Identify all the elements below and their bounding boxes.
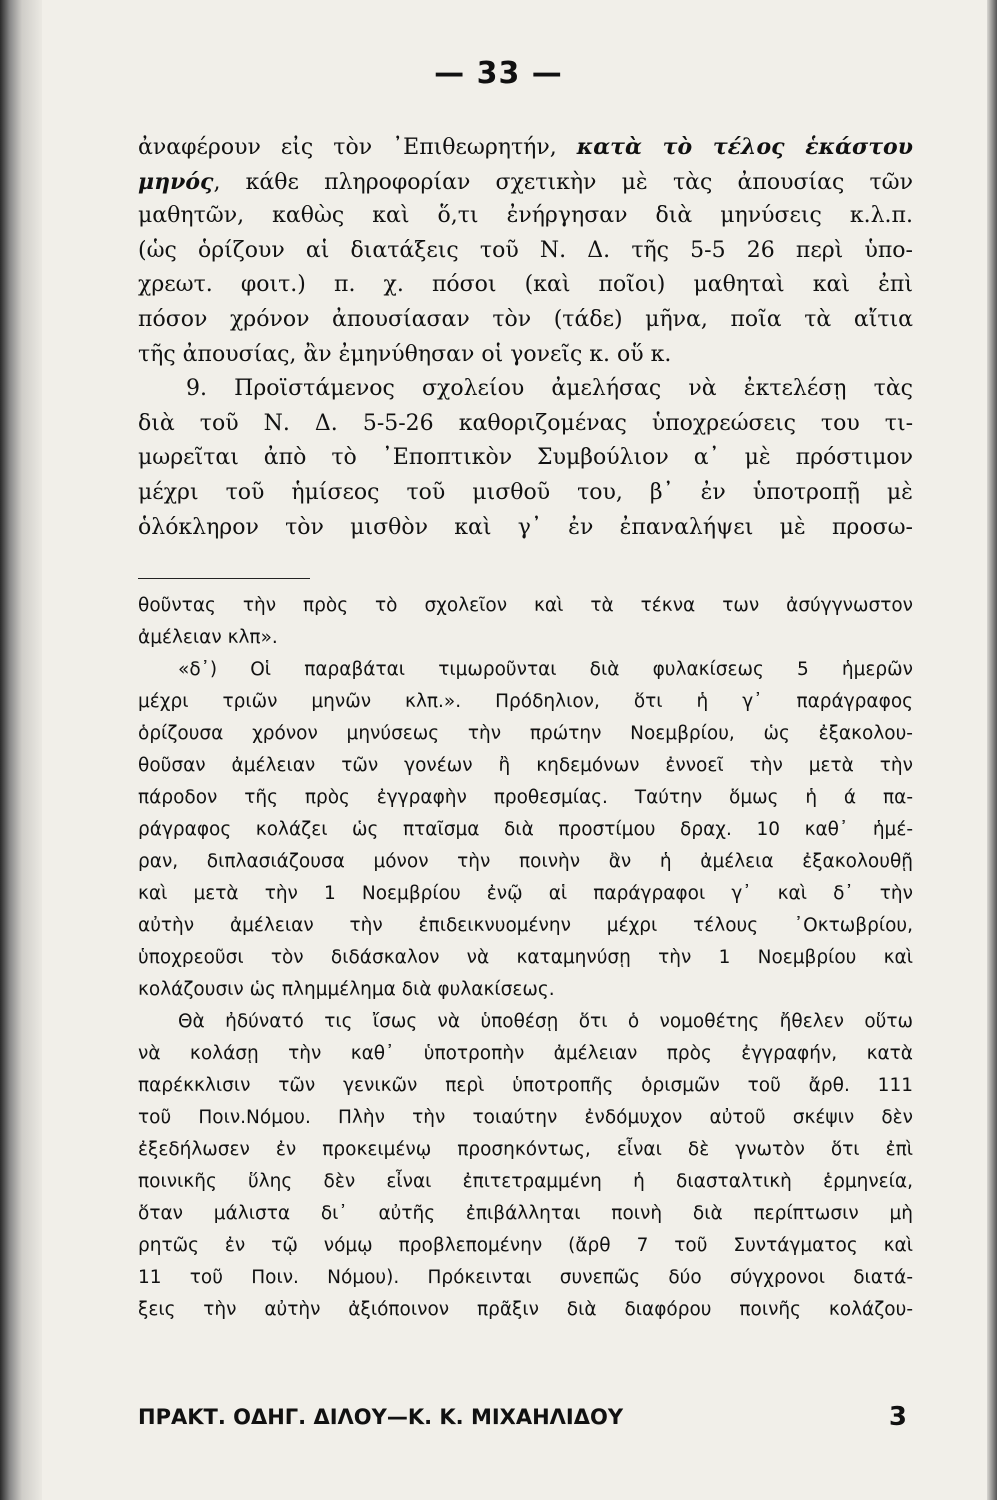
footnote-line (138, 942, 913, 974)
footnote-line (138, 910, 913, 942)
main-line (138, 303, 913, 338)
footnote-line (138, 1134, 913, 1166)
main-line (138, 338, 913, 373)
main-text-block (138, 130, 913, 545)
main-line-pre: (ὡς ὁρίζουν αἱ διατάξεις τοῦ Ν. Δ. τῆς 5-5 26 περὶ ὑπο- (138, 237, 913, 263)
footnote-line (138, 1198, 913, 1230)
footnote-line-pre: θοῦντας τὴν πρὸς τὸ σχολεῖον καὶ τὰ τέκνα των ἀσύγγνωστον (138, 595, 913, 616)
footnote-line-pre: νὰ κολάσῃ τὴν καθ᾿ ὑποτροπὴν ἀμέλειαν πρὸς ἐγγραφήν, κατὰ (138, 1043, 913, 1064)
footnote-line-pre: ραν, διπλασιάζουσα μόνον τὴν ποινὴν ἂν ἡ ἀμέλεια ἐξακολουθῇ (138, 851, 913, 872)
footnote-line (138, 1262, 913, 1294)
main-line (138, 234, 913, 269)
main-line (138, 165, 913, 200)
footnote-line (138, 1070, 913, 1102)
footnote-line-pre: ποινικῆς ὕλης δὲν εἶναι ἐπιτετραμμένη ἡ διασταλτικὴ ἑρμηνεία, (138, 1171, 913, 1192)
main-line-pre: ἀναφέρουν εἰς τὸν ᾿Επιθεωρητήν, (138, 135, 577, 160)
page-binding-shadow (0, 0, 42, 1500)
main-line-pre: 9. Προϊστάμενος σχολείου ἀμελήσας νὰ ἐκτελέσῃ τὰς (186, 376, 913, 402)
footnote-line-pre: καὶ μετὰ τὴν 1 Νοεμβρίου ἐνῷ αἱ παράγραφοι γ᾿ καὶ δ᾿ τὴν (138, 883, 913, 904)
main-line-pre: τῆς ἀπουσίας, ἂν ἐμηνύθησαν οἱ γονεῖς κ. οὕ κ. (138, 341, 672, 367)
main-line (138, 407, 913, 442)
footnote-line-pre: Θὰ ἠδύνατό τις ἴσως νὰ ὑποθέσῃ ὅτι ὁ νομοθέτης ἤθελεν οὕτω (178, 1011, 913, 1032)
footnote-line (138, 814, 913, 846)
footnote-line (138, 974, 913, 1006)
footnote-line (138, 1166, 913, 1198)
main-line (138, 199, 913, 234)
footnote-line-pre: ξεις τὴν αὐτὴν ἀξιόποινον πρᾶξιν διὰ διαφόρου ποινῆς κολάζου- (138, 1299, 913, 1320)
page-edge-shadow (987, 0, 997, 1500)
footnote-line (138, 590, 913, 622)
main-line-em: μηνός (138, 168, 214, 195)
page-footer (138, 1402, 913, 1432)
footnote-separator-rule (138, 578, 310, 579)
footnote-line (138, 622, 913, 654)
footnote-line-pre: ἀμέλειαν κλπ». (138, 627, 278, 648)
footnote-line-pre: πάροδον τῆς πρὸς ἐγγραφὴν προθεσμίας. Ταύτην ὅμως ἡ ά πα- (138, 787, 913, 808)
main-line (138, 268, 913, 303)
footnote-text-block (138, 590, 913, 1326)
footnote-line (138, 782, 913, 814)
main-line (138, 130, 913, 165)
footnote-line-pre: ράγραφος κολάζει ὡς πταῖσμα διὰ προστίμου δραχ. 10 καθ᾿ ἡμέ- (138, 819, 913, 840)
footnote-line-pre: ὑποχρεοῦσι τὸν διδάσκαλον νὰ καταμηνύσῃ τὴν 1 Νοεμβρίου καὶ (138, 947, 913, 968)
footnote-line-pre: κολάζουσιν ὡς πλημμέλημα διὰ φυλακίσεως. (138, 979, 555, 1000)
main-line (138, 476, 913, 511)
footnote-line (138, 718, 913, 750)
footnote-line (138, 878, 913, 910)
footnote-line (138, 1102, 913, 1134)
footnote-line-pre: θοῦσαν ἀμέλειαν τῶν γονέων ἢ κηδεμόνων ἐννοεῖ τὴν μετὰ τὴν (138, 755, 913, 776)
main-line (138, 441, 913, 476)
footnote-line-pre: αὐτὴν ἀμέλειαν τὴν ἐπιδεικνυομένην μέχρι τέλους ᾿Οκτωβρίου, (138, 915, 913, 936)
footnote-line-pre: ὁρίζουσα χρόνον μηνύσεως τὴν πρώτην Νοεμβρίου, ὡς ἐξακολου- (138, 723, 913, 744)
page-number: — 33 — (434, 56, 563, 91)
footnote-line (138, 1006, 913, 1038)
main-line-post: , κάθε πληροφορίαν σχετικὴν μὲ τὰς ἀπουσίας τῶν (213, 169, 913, 195)
footer-publication-title: ΠΡΑΚΤ. ΟΔΗΓ. ΔΙΛΟΥ—Κ. Κ. ΜΙΧΑΗΛΙΔΟΥ (138, 1405, 624, 1429)
footnote-line-pre: ρητῶς ἐν τῷ νόμῳ προβλεπομένην (ἄρθ 7 τοῦ Συντάγματος καὶ (138, 1235, 913, 1256)
main-line-pre: μαθητῶν, καθὼς καὶ ὅ,τι ἐνήργησαν διὰ μηνύσεις κ.λ.π. (138, 203, 913, 229)
footnote-line-pre: παρέκκλισιν τῶν γενικῶν περὶ ὑποτροπῆς ὁρισμῶν τοῦ ἄρθ. 111 (138, 1075, 913, 1096)
main-line (138, 372, 913, 407)
main-line-pre: μέχρι τοῦ ἡμίσεος τοῦ μισθοῦ του, β᾿ ἐν ὑποτροπῇ μὲ (138, 479, 913, 505)
footnote-line (138, 1038, 913, 1070)
main-line-pre: διὰ τοῦ Ν. Δ. 5-5-26 καθοριζομένας ὑποχρεώσεις του τι- (138, 410, 913, 436)
footnote-line (138, 1294, 913, 1326)
footnote-line-pre: ὅταν μάλιστα δι᾿ αὐτῆς ἐπιβάλληται ποινὴ διὰ περίπτωσιν μὴ (138, 1203, 913, 1224)
footnote-line (138, 846, 913, 878)
footnote-line-pre: «δ᾿) Οἱ παραβάται τιμωροῦνται διὰ φυλακίσεως 5 ἡμερῶν (178, 659, 913, 680)
signature-mark: 3 (888, 1402, 907, 1432)
main-line-em: κατὰ τὸ τέλος ἑκάστου (576, 134, 913, 160)
main-line-pre: μωρεῖται ἀπὸ τὸ ᾿Εποπτικὸν Συμβούλιον α᾿ μὲ πρόστιμον (138, 445, 913, 471)
footnote-line (138, 654, 913, 686)
main-line-pre: ὁλόκληρον τὸν μισθὸν καὶ γ᾿ ἐν ἐπαναλήψει μὲ προσω- (138, 514, 913, 540)
main-line-pre: χρεωτ. φοιτ.) π. χ. πόσοι (καὶ ποῖοι) μαθηταὶ καὶ ἐπὶ (138, 272, 913, 298)
footnote-line (138, 1230, 913, 1262)
footnote-line-pre: μέχρι τριῶν μηνῶν κλπ.». Πρόδηλιον, ὅτι ἡ γ᾿ παράγραφος (138, 691, 913, 712)
footnote-line (138, 750, 913, 782)
footnote-line-pre: 11 τοῦ Ποιν. Νόμου). Πρόκεινται συνεπῶς δύο σύγχρονοι διατά- (138, 1267, 913, 1288)
main-line-pre: πόσον χρόνον ἀπουσίασαν τὸν (τάδε) μῆνα, ποῖα τὰ αἴτια (138, 306, 913, 332)
main-line (138, 511, 913, 546)
footnote-line-pre: τοῦ Ποιν.Νόμου. Πλὴν τὴν τοιαύτην ἐνδόμυχον αὐτοῦ σκέψιν δὲν (138, 1107, 913, 1128)
footnote-line (138, 686, 913, 718)
footnote-line-pre: ἐξεδήλωσεν ἐν προκειμένῳ προσηκόντως, εἶναι δὲ γνωτὸν ὅτι ἐπὶ (138, 1139, 913, 1160)
